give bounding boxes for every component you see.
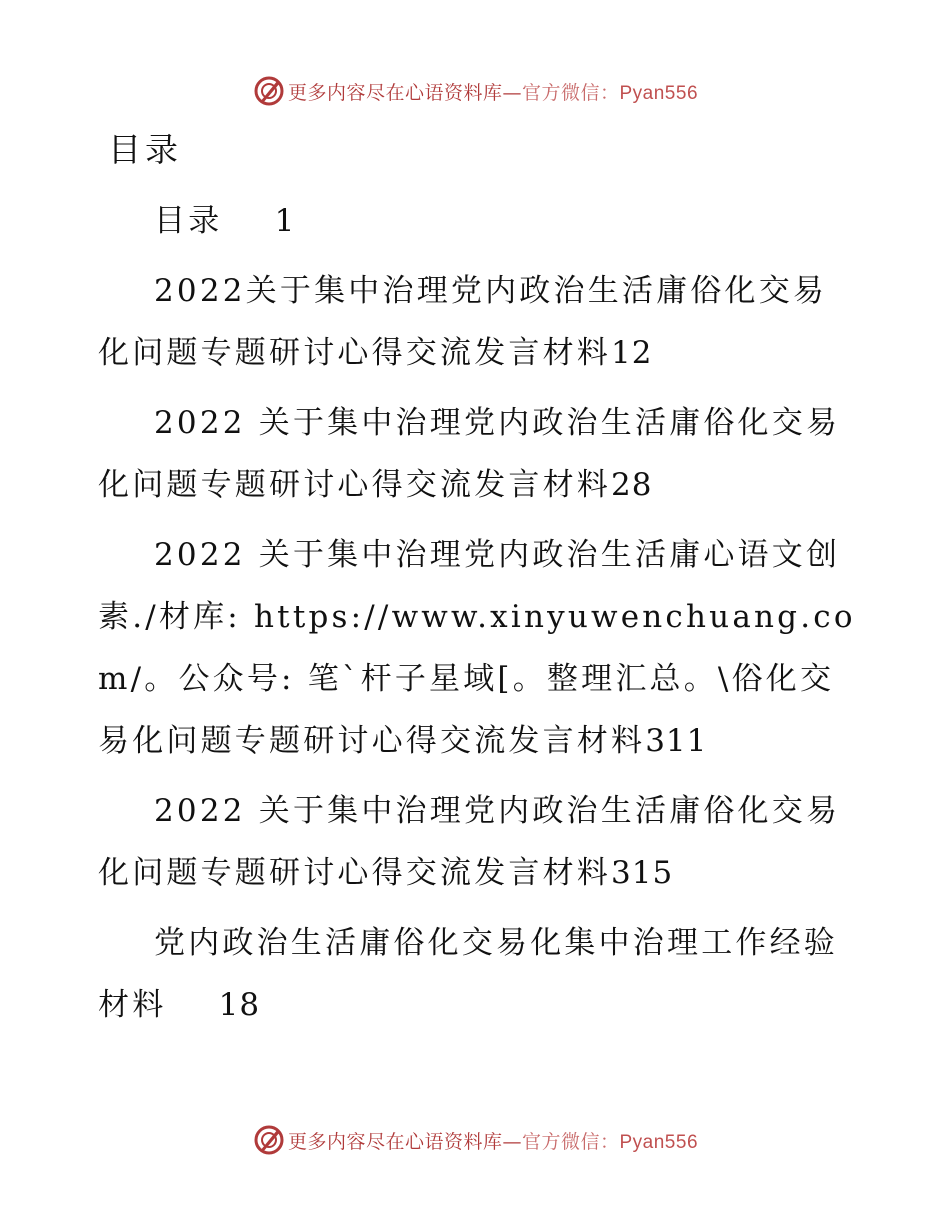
toc-entry-text: 2022关于集中治理党内政治生活庸俗化交易化问题专题研讨心得交流发言材料 [98,273,828,371]
page-title: 目录 [108,130,182,169]
quill-logo-icon [252,1123,286,1157]
toc-entry[interactable] [98,912,858,1036]
toc-entry[interactable] [98,190,858,252]
footer-banner [0,1120,950,1160]
toc-entry-text: 2022 关于集中治理党内政治生活庸俗化交易化问题专题研讨心得交流发言材料 [98,405,841,503]
toc-entry-text: 目录 [154,203,223,239]
toc-entry-page: 311 [645,723,708,759]
toc-entry-text: 党内政治生活庸俗化交易化集中治理工作经验材料 [98,925,838,1023]
toc-entry[interactable] [98,260,858,384]
toc-entry-page: 18 [218,987,261,1023]
toc-entry-page: 28 [611,467,653,503]
toc-entry[interactable] [98,780,858,904]
header-banner-text: 更多内容尽在心语资料库—官方微信：Pyan556 [287,81,699,104]
header-banner [0,71,950,111]
toc-entry-text: 2022 关于集中治理党内政治生活庸俗化交易化问题专题研讨心得交流发言材料 [98,793,841,891]
table-of-contents [98,190,858,1044]
toc-entry[interactable] [98,524,858,772]
footer-banner-text: 更多内容尽在心语资料库—官方微信：Pyan556 [287,1130,699,1153]
toc-entry-page: 12 [611,335,653,371]
toc-entry[interactable] [98,392,858,516]
quill-logo-icon [252,74,286,108]
toc-entry-text: 2022 关于集中治理党内政治生活庸心语文创素./材库: https://www.xinyuwenchuang.com/。公众号: 笔`杆子星域[。整理汇总。\俗化交易化问题专题研讨心得交流发言材料 [98,537,856,759]
toc-entry-page: 315 [611,855,674,891]
toc-entry-page: 1 [274,203,296,239]
